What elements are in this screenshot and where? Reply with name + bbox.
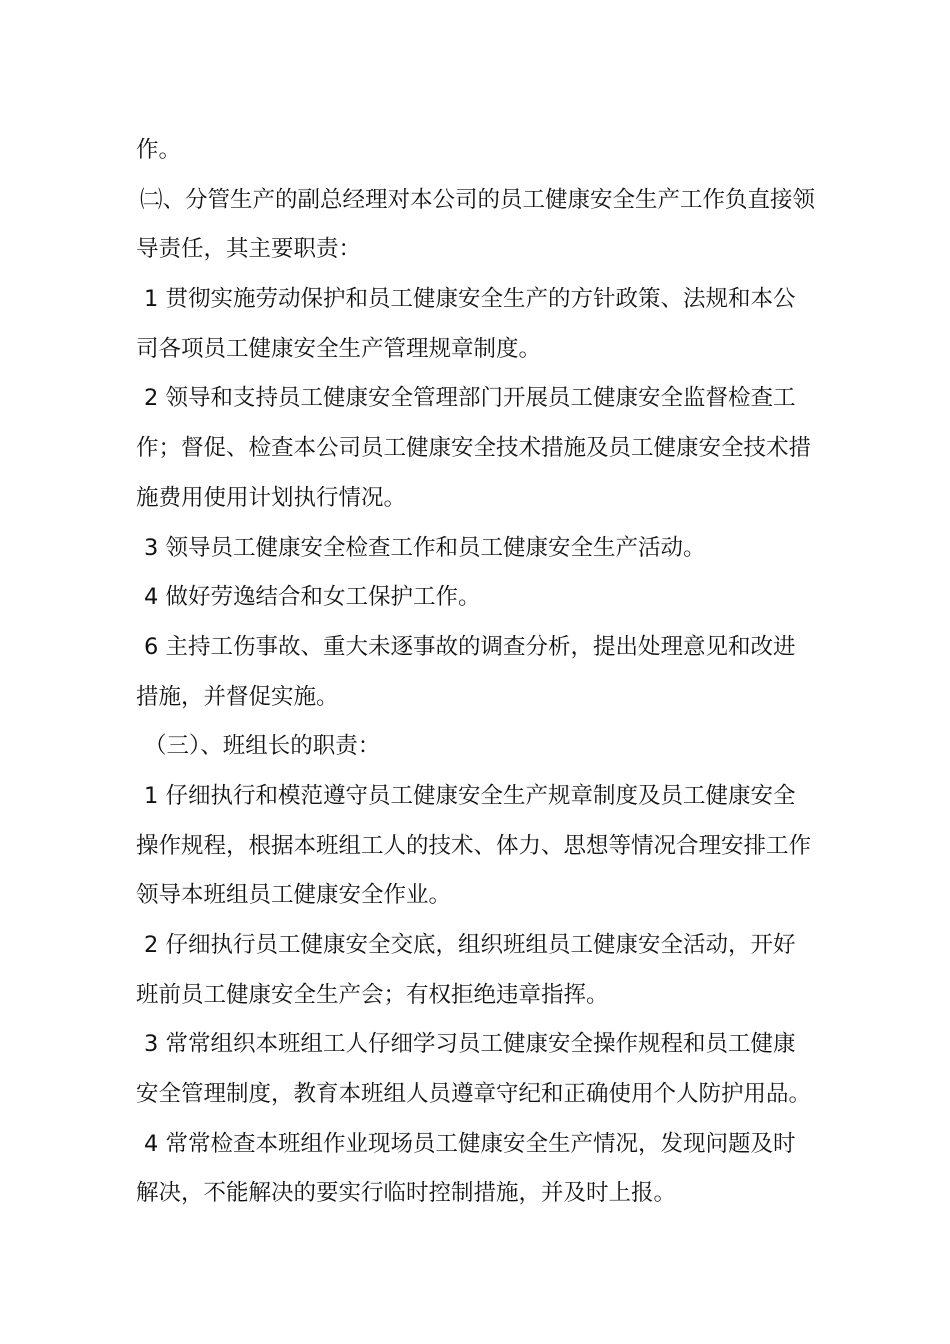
document-body: [136, 126, 820, 1219]
paragraph-line: 导责任，其主要职责：: [136, 236, 362, 263]
list-item-2: 2 领导和支持员工健康安全管理部门开展员工健康安全监督检查工: [144, 385, 796, 412]
section-heading-3: （三）、班组长的职责：: [144, 733, 381, 760]
list-item-2: 2 仔细执行员工健康安全交底，组织班组员工健康安全活动，开好: [144, 932, 796, 958]
list-item-4: 4 做好劳逸结合和女工保护工作。: [144, 584, 481, 611]
paragraph-line: 作；督促、检查本公司员工健康安全技术措施及员工健康安全技术措: [136, 435, 812, 462]
paragraph-line: 解决，不能解决的要实行临时控制措施，并及时上报。: [136, 1180, 677, 1207]
paragraph-line: 领导本班组员工健康安全作业。: [136, 882, 452, 909]
paragraph-line: 施费用使用计划执行情况。: [136, 484, 407, 511]
list-item-1: 1 仔细执行和模范遵守员工健康安全生产规章制度及员工健康安全: [144, 782, 796, 809]
list-item-1: 1 贯彻实施劳动保护和员工健康安全生产的方针政策、法规和本公: [144, 286, 796, 313]
list-item-6: 6 主持工伤事故、重大未逐事故的调查分析，提出处理意见和改进: [144, 633, 796, 660]
list-item-4: 4 常常检查本班组作业现场员工健康安全生产情况，发现问题及时: [144, 1130, 796, 1157]
paragraph-line: 班前员工健康安全生产会；有权拒绝违章指挥。: [136, 981, 609, 1008]
section-heading-2: ㈡、分管生产的副总经理对本公司的员工健康安全生产工作负直接领: [140, 186, 816, 213]
list-item-3: 3 领导员工健康安全检查工作和员工健康安全生产活动。: [144, 534, 706, 561]
list-item-3: 3 常常组织本班组工人仔细学习员工健康安全操作规程和员工健康: [144, 1031, 796, 1058]
paragraph-line: 措施，并督促实施。: [136, 683, 339, 710]
paragraph-line: 操作规程，根据本班组工人的技术、体力、思想等情况合理安排工作: [136, 832, 812, 859]
paragraph-line: 司各项员工健康安全生产管理规章制度。: [136, 335, 542, 362]
paragraph-line: 作。: [136, 137, 182, 163]
paragraph-line: 安全管理制度，教育本班组人员遵章守纪和正确使用个人防护用品。: [136, 1081, 812, 1108]
